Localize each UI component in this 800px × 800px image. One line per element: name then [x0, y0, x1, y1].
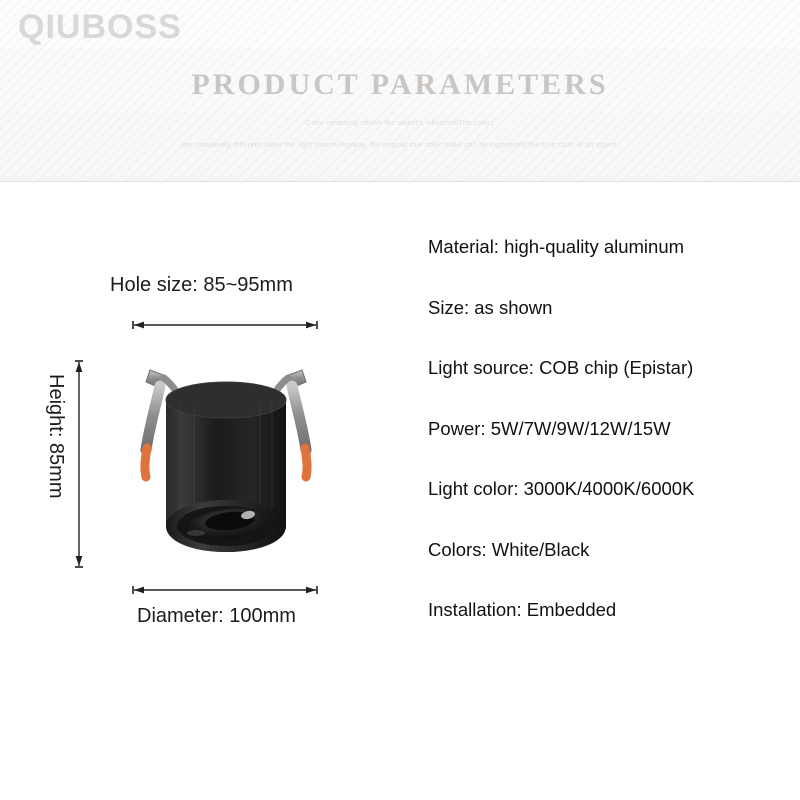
spec-light-color: Light color: 3000K/4000K/6000K — [428, 478, 695, 499]
banner-fineprint-line-2: are completely different under the light source/Anyway, the original true color make can be expressed/The true color of an object. — [181, 142, 619, 149]
diameter-dimension-arrow — [132, 585, 318, 595]
hole-size-dimension-arrow — [132, 320, 318, 330]
banner-fineprint-line-1: Color rendering shows the object's influence/The colors — [305, 120, 495, 127]
downlight-product-illustration — [120, 330, 332, 580]
product-dimension-diagram — [0, 182, 410, 800]
spec-colors: Colors: White/Black — [428, 538, 590, 560]
height-dimension-arrow — [74, 360, 84, 568]
spec-installation: Installation: Embedded — [428, 599, 617, 620]
spec-size: Size: as shown — [428, 296, 553, 318]
height-label: Height: 85mm — [45, 374, 67, 499]
header-banner — [0, 0, 800, 182]
spec-power: Power: 5W/7W/9W/12W/15W — [428, 417, 671, 439]
diameter-label: Diameter: 100mm — [137, 605, 296, 627]
spec-light-source: Light source: COB chip (Epistar) — [428, 357, 694, 378]
specification-list — [428, 236, 788, 621]
page-title: PRODUCT PARAMETERS — [191, 68, 609, 101]
brand-logo-text: QIUBOSS — [18, 8, 182, 46]
hole-size-label: Hole size: 85~95mm — [110, 274, 293, 296]
lamp-bezel — [166, 500, 286, 552]
spec-material: Material: high-quality aluminum — [428, 236, 685, 257]
